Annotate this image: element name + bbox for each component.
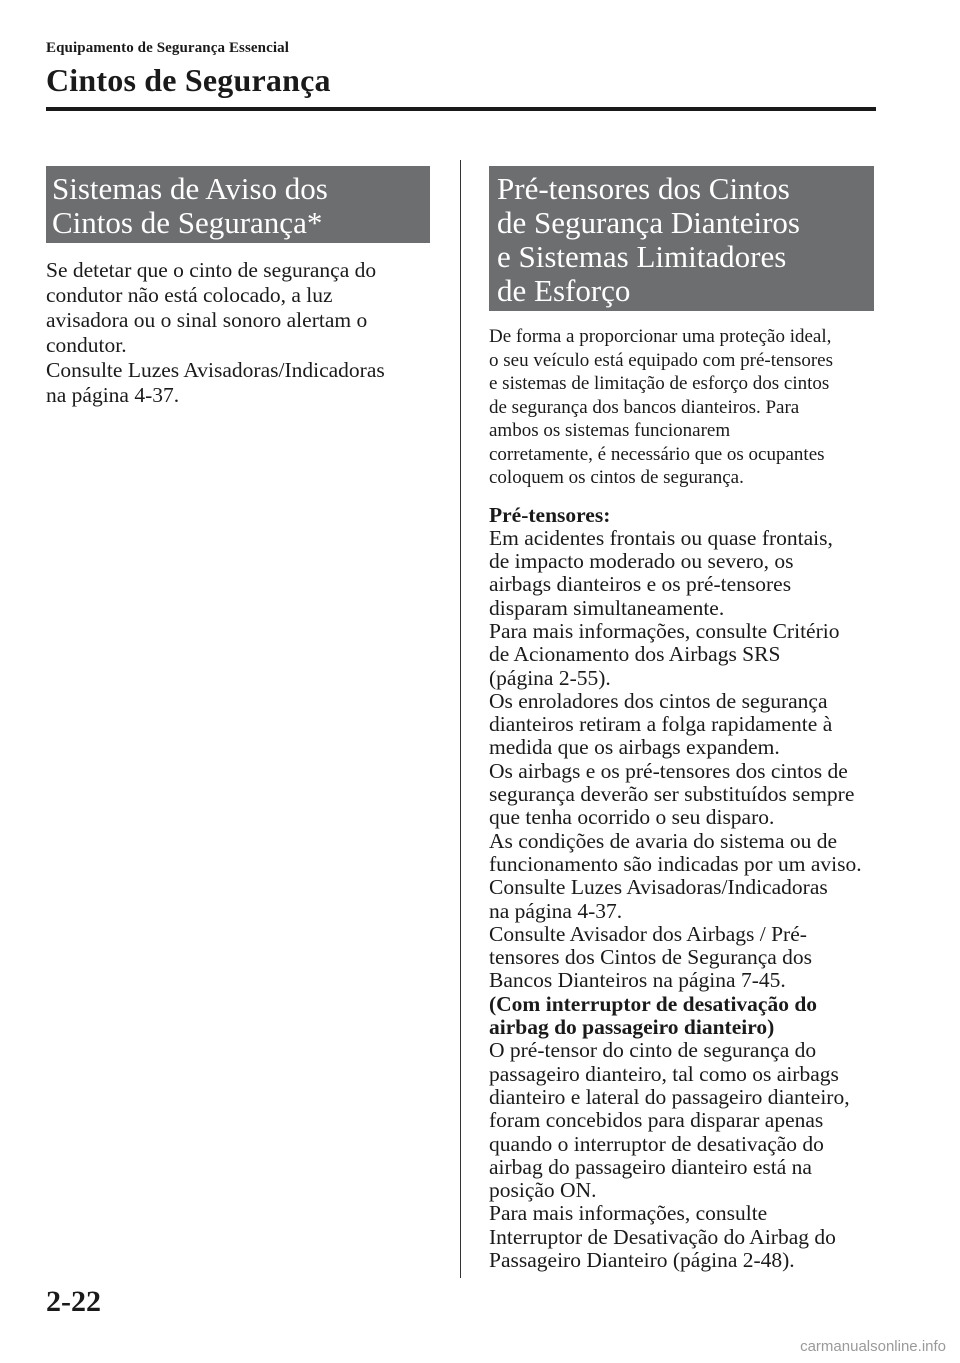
right-column [489,166,874,1272]
text-line: funcionamento são indicadas por um aviso. [489,851,862,876]
text-line: que tenha ocorrido o seu disparo. [489,805,775,830]
column-divider [460,160,461,1278]
text-line: condutor não está colocado, a luz [46,283,333,307]
text-line: Se detetar que o cinto de segurança do [46,258,377,282]
text-line: quando o interruptor de desativação do [489,1131,824,1156]
text-line: Para mais informações, consulte Critério [489,618,840,643]
text-line: Bancos Dianteiros na página 7-45. [489,968,786,993]
text-line: As condições de avaria do sistema ou de [489,828,838,853]
heading-line: de Esforço [497,273,631,308]
text-line: e sistemas de limitação de esforço dos cintos [489,373,830,394]
text-line: Consulte Avisador dos Airbags / Pré- [489,921,807,946]
text-line: airbags dianteiros e os pré-tensores [489,572,792,597]
text-line: airbag do passageiro dianteiro está na [489,1154,812,1179]
text-line: de impacto moderado ou severo, os [489,549,794,574]
text-line: avisadora ou o sinal sonoro alertam o [46,308,368,332]
left-column [46,166,430,408]
bold-text-line: (Com interruptor de desativação do [489,991,818,1016]
text-line: coloquem os cintos de segurança. [489,467,744,488]
text-line: ambos os sistemas funcionarem [489,420,731,441]
text-line: corretamente, é necessário que os ocupantes [489,443,825,465]
text-line: de segurança dos bancos dianteiros. Para [489,396,800,418]
text-line: o seu veículo está equipado com pré-tensores [489,349,833,371]
heading-line: Cintos de Segurança* [52,205,323,240]
text-line: Para mais informações, consulte [489,1201,768,1226]
text-line: O pré-tensor do cinto de segurança do [489,1038,817,1063]
text-line: Passageiro Dianteiro (página 2-48). [489,1248,795,1272]
text-line: Os airbags e os pré-tensores dos cintos de [489,758,848,783]
text-line: Em acidentes frontais ou quase frontais, [489,525,833,550]
section-heading-seatbelt-warning [46,166,430,243]
watermark: carmanualsonline.info [800,1338,946,1355]
text-line: dianteiros retiram a folga rapidamente à [489,712,833,737]
pretensioner-intro-text [489,325,874,490]
text-line: Os enroladores dos cintos de segurança [489,688,828,713]
running-header: Equipamento de Segurança Essencial [46,40,290,56]
chapter-title: Cintos de Segurança [46,62,331,98]
text-line: na página 4-37. [46,383,180,407]
header-rule [46,107,876,111]
heading-line: Pré-tensores dos Cintos [497,171,790,206]
text-line: disparam simultaneamente. [489,595,725,620]
text-line: Consulte Luzes Avisadoras/Indicadoras [46,358,385,382]
text-line: Consulte Luzes Avisadoras/Indicadoras [489,875,828,900]
page-number: 2-22 [46,1285,101,1318]
text-line: passageiro dianteiro, tal como os airbags [489,1061,839,1086]
pretensioner-body-text [489,504,874,1273]
text-line: posição ON. [489,1178,597,1203]
heading-line: de Segurança Dianteiros [497,205,800,240]
heading-line: Sistemas de Aviso dos [52,171,328,206]
text-line: condutor. [46,333,127,357]
text-line: De forma a proporcionar uma proteção ideal, [489,326,832,347]
text-line: segurança deverão ser substituídos sempre [489,782,855,807]
warning-body-text [46,258,430,408]
bold-text-line: airbag do passageiro dianteiro) [489,1015,775,1040]
section-heading-pretensioners [489,166,874,311]
text-line: Interruptor de Desativação do Airbag do [489,1224,836,1249]
text-line: medida que os airbags expandem. [489,735,780,760]
bold-text-line: Pré-tensores: [489,502,611,527]
text-line: foram concebidos para disparar apenas [489,1108,824,1133]
text-line: de Acionamento dos Airbags SRS [489,642,781,667]
text-line: dianteiro e lateral do passageiro dianteiro, [489,1084,850,1109]
text-line: (página 2-55). [489,665,611,690]
heading-line: e Sistemas Limitadores [497,239,787,274]
text-line: tensores dos Cintos de Segurança dos [489,945,813,970]
text-line: na página 4-37. [489,898,623,923]
